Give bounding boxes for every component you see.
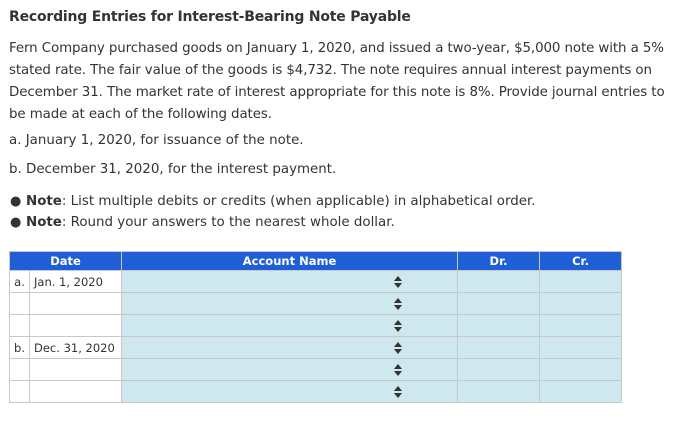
debit-input[interactable] — [458, 315, 540, 337]
header-debit: Dr. — [458, 252, 540, 271]
credit-input[interactable] — [540, 293, 622, 315]
account-name-select[interactable] — [122, 315, 458, 337]
page-title: Recording Entries for Interest-Bearing Note Payable — [9, 9, 411, 25]
debit-input[interactable] — [458, 337, 540, 359]
note-label: Note — [26, 215, 62, 230]
note-text: : List multiple debits or credits (when applicable) in alphabetical order. — [61, 194, 536, 209]
bullet-icon: ● — [10, 215, 22, 230]
debit-input[interactable] — [458, 293, 540, 315]
table-row — [10, 359, 622, 381]
sort-arrows-icon — [394, 342, 402, 354]
debit-input[interactable] — [458, 271, 540, 293]
bullet-icon: ● — [10, 194, 22, 209]
row-date: Dec. 31, 2020 — [30, 337, 122, 359]
table-row — [10, 293, 622, 315]
account-name-select[interactable] — [122, 293, 458, 315]
problem-description: Fern Company purchased goods on January 1, 2020, and issued a two-year, $5,000 note with a 5% stated rate. The fair value of the goods is $4,732. The note requires annual interest payments on December 31. The market rate of interest appropriate for this note is 8%. Provide journal entries to be made at each of the following dates. — [9, 41, 665, 122]
account-name-select[interactable] — [122, 271, 458, 293]
table-header-row — [10, 252, 622, 271]
debit-input[interactable] — [458, 381, 540, 403]
sort-arrows-icon — [394, 276, 402, 288]
table-row — [10, 381, 622, 403]
note-text: : Round your answers to the nearest whole dollar. — [61, 215, 395, 230]
notes-list — [9, 191, 536, 233]
credit-input[interactable] — [540, 359, 622, 381]
item-b: b. December 31, 2020, for the interest payment. — [9, 162, 337, 177]
account-name-select[interactable] — [122, 337, 458, 359]
row-label: b. — [10, 337, 30, 359]
row-date — [30, 315, 122, 337]
credit-input[interactable] — [540, 337, 622, 359]
row-date: Jan. 1, 2020 — [30, 271, 122, 293]
row-date — [30, 293, 122, 315]
row-label: a. — [10, 271, 30, 293]
note-item — [9, 212, 536, 233]
debit-input[interactable] — [458, 359, 540, 381]
note-label: Note — [26, 194, 62, 209]
table-row — [10, 271, 622, 293]
sort-arrows-icon — [394, 298, 402, 310]
table-row — [10, 315, 622, 337]
row-label — [10, 381, 30, 403]
note-item — [9, 191, 536, 212]
sort-arrows-icon — [394, 320, 402, 332]
row-date — [30, 381, 122, 403]
account-name-select[interactable] — [122, 381, 458, 403]
header-date: Date — [10, 252, 122, 271]
credit-input[interactable] — [540, 271, 622, 293]
header-account-name: Account Name — [122, 252, 458, 271]
row-label — [10, 293, 30, 315]
journal-entry-table — [9, 251, 622, 403]
row-date — [30, 359, 122, 381]
item-a: a. January 1, 2020, for issuance of the note. — [9, 133, 304, 148]
credit-input[interactable] — [540, 381, 622, 403]
row-label — [10, 359, 30, 381]
header-credit: Cr. — [540, 252, 622, 271]
sort-arrows-icon — [394, 386, 402, 398]
account-name-select[interactable] — [122, 359, 458, 381]
sort-arrows-icon — [394, 364, 402, 376]
row-label — [10, 315, 30, 337]
credit-input[interactable] — [540, 315, 622, 337]
table-row — [10, 337, 622, 359]
